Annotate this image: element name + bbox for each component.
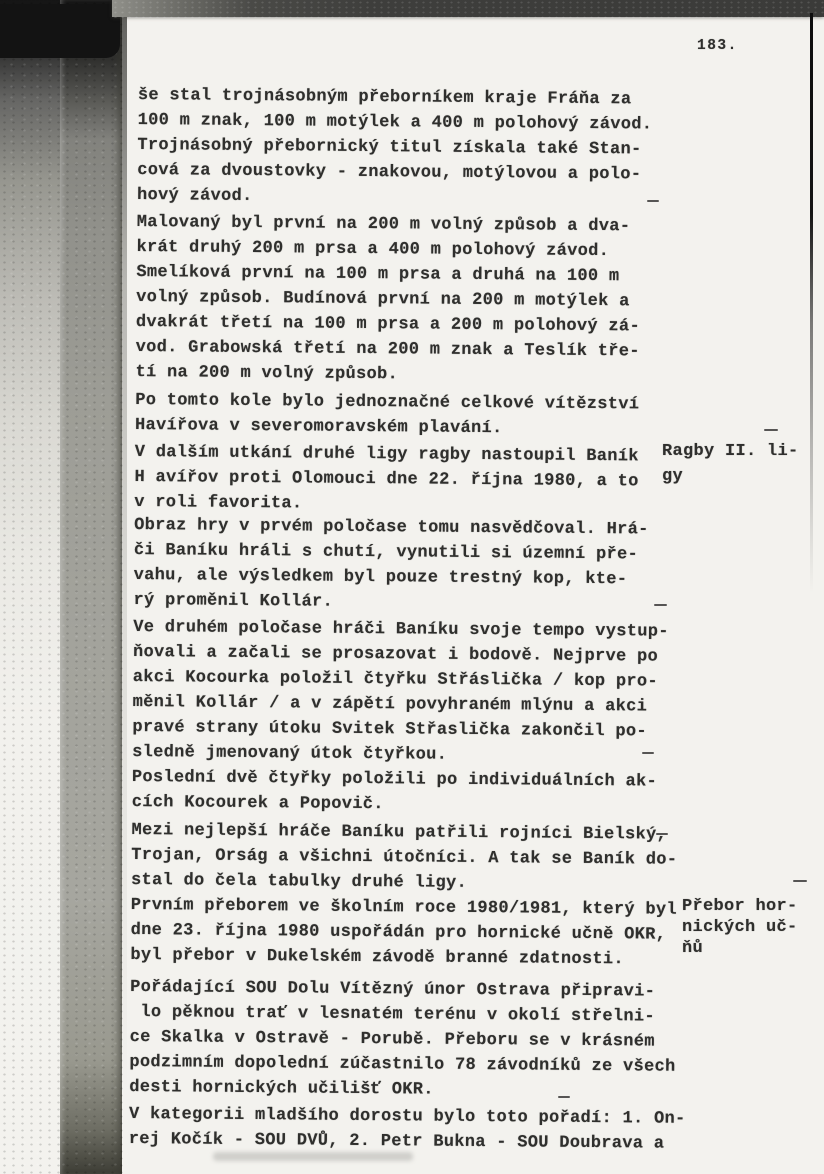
text-line: Po tomto kole bylo jednoznačné celkové vítězství	[135, 390, 640, 415]
margin-note-line: gy	[662, 467, 684, 486]
text-line: Mezi nejlepší hráče Baníku patřili rojníci Bielský,	[131, 820, 668, 845]
scan-noise-texture	[0, 0, 128, 1174]
text-paragraph	[133, 513, 709, 618]
text-line: vahu, ale výsledkem byl pouze trestný kop, kte-	[133, 565, 628, 590]
text-paragraph	[134, 440, 710, 520]
text-line: Prvním přeborem ve školním roce 1980/1981, který byl	[130, 895, 677, 920]
text-line: dne 23. října 1980 uspořádán pro hornické učně OKR,	[130, 920, 667, 945]
text-line: Trojan, Orság a všichni útočníci. A tak se Baník do-	[131, 845, 678, 870]
page-edge-seam	[122, 10, 127, 1100]
margin-note-prebor	[682, 896, 798, 959]
text-line: H avířov proti Olomouci dne 22. října 1980, a to	[134, 467, 639, 492]
right-scan-line	[810, 13, 813, 593]
text-line: či Baníku hráli s chutí, vynutili si územní pře-	[133, 540, 639, 565]
text-paragraph	[130, 893, 706, 973]
text-paragraph	[129, 975, 705, 1105]
text-line: dvakrát třetí na 100 m prsa a 200 m polohový zá-	[135, 312, 641, 337]
scan-corner-shadow	[0, 4, 120, 58]
text-line: v roli favorita.	[134, 492, 303, 514]
text-line: ce Skalka v Ostravě - Porubě. Přeboru se v krásném	[129, 1027, 655, 1052]
text-line: rej Kočík - SOU DVŮ, 2. Petr Bukna - SOU Doubrava a	[128, 1129, 665, 1154]
text-line: Obraz hry v prvém poločase tomu nasvědčoval. Hrá-	[134, 515, 649, 540]
text-line: Pořádající SOU Dolu Vítězný únor Ostrava připravi-	[130, 977, 656, 1002]
text-line: cích Kocourek a Popovič.	[131, 792, 384, 815]
margin-note-line: ňů	[682, 939, 704, 958]
text-line: V dalším utkání druhé ligy ragby nastoupil Baník	[134, 442, 639, 467]
text-line: podzimním dopolední zúčastnilo 78 závodníků ze všech	[129, 1052, 676, 1077]
text-paragraph	[132, 765, 707, 820]
margin-note-line: Přebor hor-	[682, 897, 798, 916]
text-line: akci Kocourka položil čtyřku Střáslička / kop pro-	[132, 667, 658, 692]
text-line: Havířova v severomoravském plavání.	[134, 415, 503, 439]
text-line: Trojnásobný přebornický titul získala také Stan-	[137, 135, 642, 160]
text-line: hový závod.	[136, 185, 253, 207]
text-line: Ve druhém poločase hráči Baníku svoje tempo vystup-	[133, 617, 669, 642]
text-paragraph	[131, 818, 707, 898]
text-line: cová za dvoustovky - znakovou, motýlovou a polo-	[137, 160, 642, 185]
margin-note-line: Ragby II. li-	[662, 442, 799, 461]
text-line: desti hornických učilišť OKR.	[129, 1077, 434, 1100]
dash-mark	[793, 880, 807, 882]
text-line: pravé strany útoku Svitek Střaslička zakončil po-	[132, 717, 648, 742]
text-paragraph	[137, 83, 713, 213]
text-line: Poslední dvě čtyřky položili po individuálních ak-	[131, 767, 658, 792]
text-paragraph	[135, 210, 712, 390]
text-line: rý proměnil Kollár.	[133, 590, 334, 612]
text-line: stal do čela tabulky druhé ligy.	[130, 870, 468, 893]
text-line: Smelíková první na 100 m prsa a druhá na 100 m	[136, 262, 620, 287]
text-line: 100 m znak, 100 m motýlek a 400 m polohový závod.	[137, 110, 653, 135]
margin-note-ragby	[662, 439, 799, 489]
text-line: tí na 200 m volný způsob.	[135, 362, 399, 385]
text-paragraph	[132, 615, 708, 770]
dash-mark	[764, 429, 778, 431]
text-line: V kategorii mladšího dorostu bylo toto pořadí: 1. On-	[128, 1104, 686, 1129]
text-line: ňovali a začali se prosazovat i bodově. Nejprve po	[132, 642, 659, 667]
body-text	[128, 0, 713, 1174]
text-line: lo pěknou trať v lesnatém terénu v okolí střelni-	[129, 1002, 656, 1027]
text-line: měnil Kollár / a v zápětí povyhraném mlýnu a akci	[132, 692, 648, 717]
text-line: volný způsob. Budínová první na 200 m motýlek a	[136, 287, 630, 312]
page-number: 183.	[697, 38, 738, 54]
text-paragraph	[135, 388, 710, 443]
text-paragraph	[129, 1102, 704, 1157]
text-line: vod. Grabowská třetí na 200 m znak a Teslík tře-	[135, 337, 640, 362]
text-line: byl přebor v Dukelském závodě branné zdatnosti.	[130, 945, 625, 970]
text-line: krát druhý 200 m prsa a 400 m polohový závod.	[136, 237, 610, 262]
text-line: Malovaný byl první na 200 m volný způsob a dva-	[136, 212, 631, 237]
text-line: še stal trojnásobným přeborníkem kraje Fráňa za	[137, 85, 632, 110]
margin-note-line: nických uč-	[682, 918, 798, 937]
text-line: sledně jmenovaný útok čtyřkou.	[132, 742, 448, 765]
